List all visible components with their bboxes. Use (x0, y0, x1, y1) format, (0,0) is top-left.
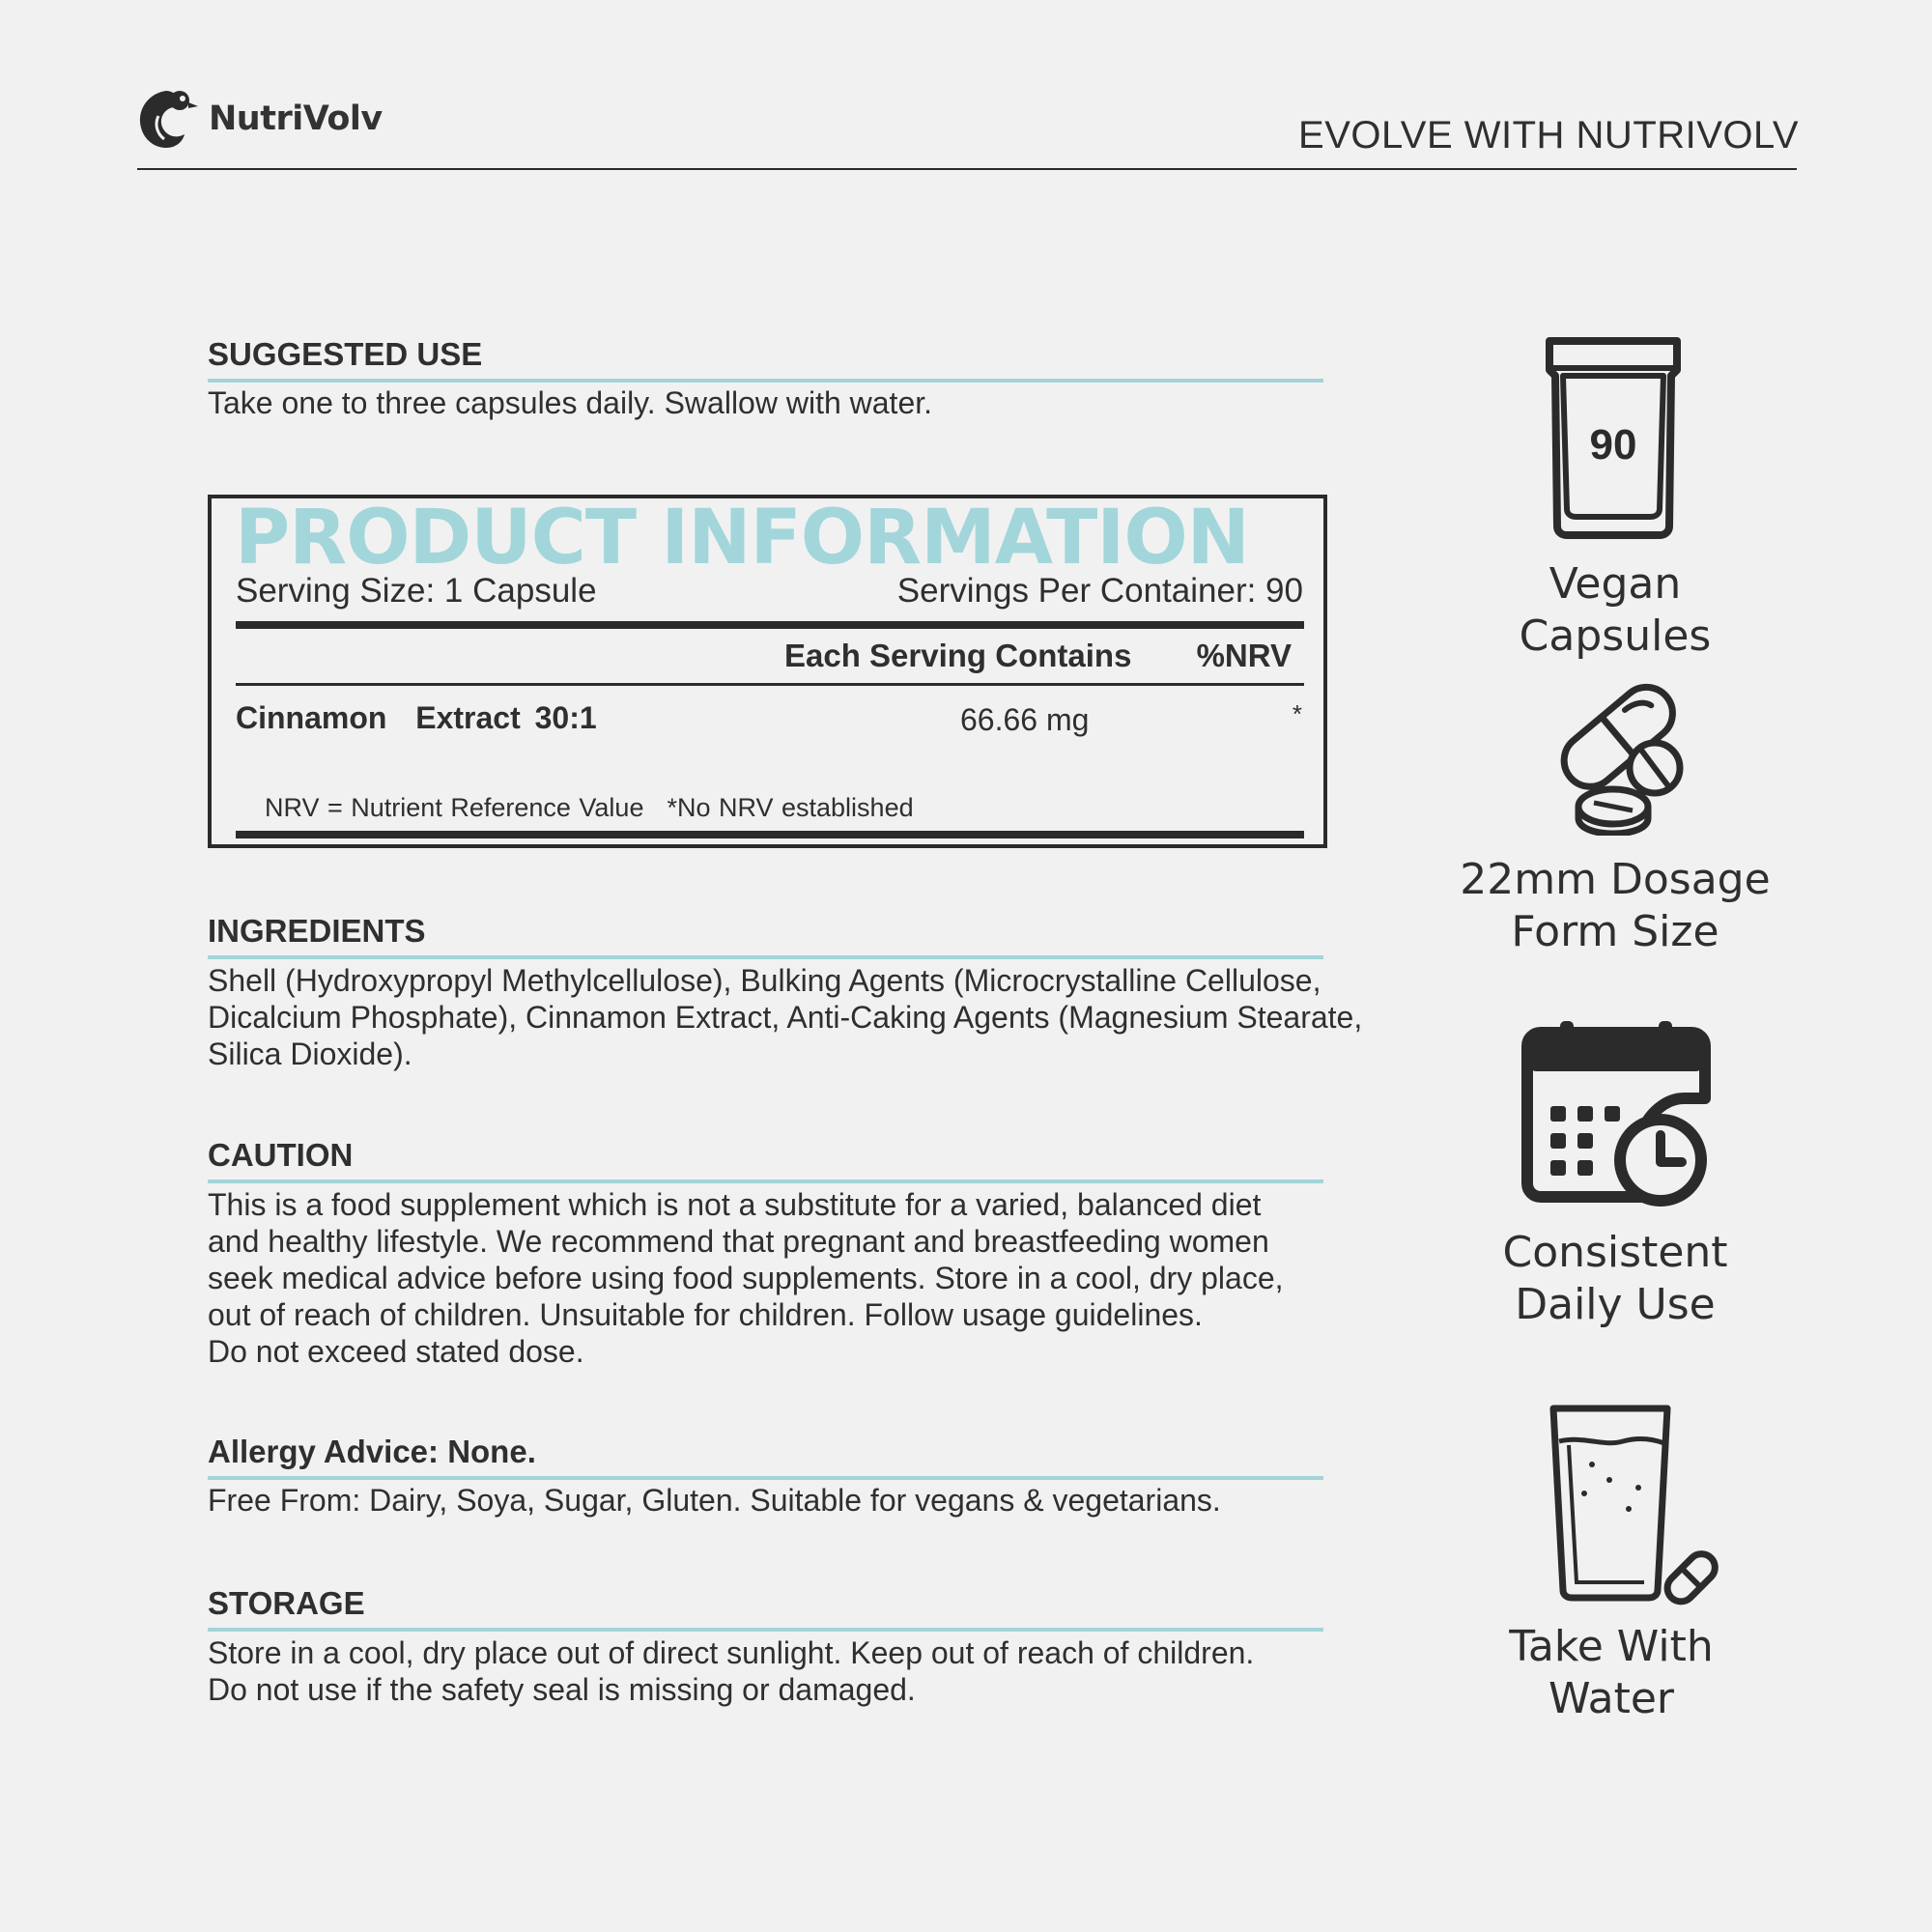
feature-label-take-with-water (1408, 1621, 1814, 1725)
column-header-each-serving: Each Serving Contains (784, 638, 1132, 673)
feature-label-line: Capsules (1519, 611, 1712, 661)
nutrient-nrv: * (1292, 699, 1302, 728)
feature-label-line: Daily Use (1515, 1280, 1716, 1329)
header-tagline: EVOLVE WITH NUTRIVOLV (1298, 114, 1799, 156)
brand-logo (137, 87, 383, 151)
ingredients-line: Shell (Hydroxypropyl Methylcellulose), Bulking Agents (Microcrystalline Cellulose, (208, 963, 1321, 998)
caution-line: Do not exceed stated dose. (208, 1334, 584, 1369)
header-divider (137, 168, 1797, 170)
feature-label-line: 22mm Dosage (1460, 855, 1771, 904)
product-information-panel (208, 495, 1327, 848)
brand-name: NutriVolv (209, 99, 383, 138)
ingredients-text (208, 962, 1362, 1072)
suggested-use-text: Take one to three capsules daily. Swallow with water. (208, 385, 933, 420)
column-header-nrv: %NRV (1196, 638, 1292, 673)
caution-line: This is a food supplement which is not a substitute for a varied, balanced diet (208, 1187, 1262, 1222)
pouch-icon (1536, 333, 1690, 541)
footnote-nrv-definition: NRV = Nutrient Reference Value (265, 793, 644, 822)
caution-line: out of reach of children. Unsuitable for children. Follow usage guidelines. (208, 1297, 1203, 1332)
feature-label-daily-use (1412, 1227, 1818, 1331)
storage-line: Do not use if the safety seal is missing or damaged. (208, 1672, 916, 1707)
feature-label-line: Form Size (1511, 907, 1719, 956)
caution-line: seek medical advice before using food supplements. Store in a cool, dry place, (208, 1261, 1284, 1295)
suggested-use-heading: SUGGESTED USE (208, 336, 1323, 383)
footnote-no-nrv: *No NRV established (667, 793, 914, 822)
calendar-clock-icon (1521, 1021, 1711, 1207)
product-information-title: PRODUCT INFORMATION (235, 495, 1249, 582)
pouch-count-badge: 90 (1589, 421, 1637, 469)
allergy-heading: Allergy Advice: None. (208, 1434, 1323, 1480)
glass-water-icon (1546, 1403, 1724, 1605)
allergy-text: Free From: Dairy, Soya, Sugar, Gluten. Suitable for vegans & vegetarians. (208, 1483, 1221, 1518)
ingredients-line: Silica Dioxide). (208, 1037, 412, 1071)
serving-size: Serving Size: 1 Capsule (236, 572, 597, 610)
storage-text (208, 1634, 1254, 1708)
table-header-rule (236, 683, 1304, 686)
feature-label-dosage-size (1412, 854, 1818, 958)
ingredients-heading: INGREDIENTS (208, 913, 1323, 959)
table-footnote (265, 793, 914, 823)
pills-icon (1544, 681, 1690, 836)
nutrient-amount: 66.66 mg (960, 702, 1090, 737)
feature-label-line: Vegan (1548, 559, 1682, 609)
table-top-rule (236, 621, 1304, 629)
storage-heading: STORAGE (208, 1585, 1323, 1632)
feature-label-line: Water (1548, 1674, 1675, 1723)
feature-label-line: Take With (1509, 1622, 1714, 1671)
feature-label-line: Consistent (1502, 1228, 1728, 1277)
storage-line: Store in a cool, dry place out of direct sunlight. Keep out of reach of children. (208, 1635, 1255, 1670)
caution-text (208, 1186, 1284, 1370)
ingredients-line: Dicalcium Phosphate), Cinnamon Extract, Anti-Caking Agents (Magnesium Stearate, (208, 1000, 1363, 1035)
table-bottom-rule (236, 831, 1304, 838)
servings-per-container: Servings Per Container: 90 (896, 572, 1303, 610)
nutrivolv-logo-icon (137, 87, 199, 151)
feature-label-vegan-capsules (1412, 558, 1818, 663)
caution-line: and healthy lifestyle. We recommend that pregnant and breastfeeding women (208, 1224, 1269, 1259)
caution-heading: CAUTION (208, 1137, 1323, 1183)
nutrient-name: Cinnamon Extract 30:1 (236, 700, 597, 735)
